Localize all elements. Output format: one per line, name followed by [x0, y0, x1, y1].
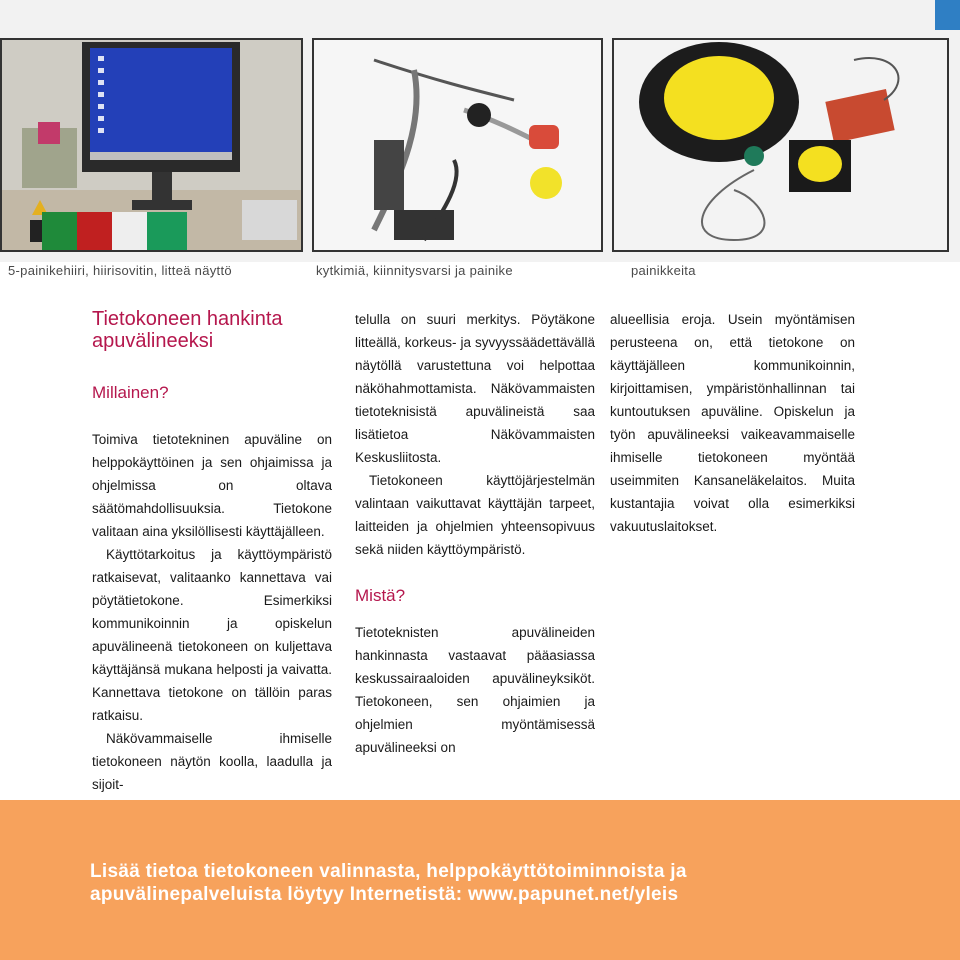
- subtitle-mista: Mistä?: [355, 586, 406, 605]
- footer-line-1: Lisää tietoa tietokoneen valinnasta, helppokäyttötoiminnoista ja: [90, 861, 687, 882]
- caption-photo2: kytkimiä, kiinnitysvarsi ja painike: [316, 263, 513, 278]
- caption-photo1: 5-painikehiiri, hiirisovitin, litteä näyttö: [8, 263, 232, 278]
- col3-paragraph-1: alueellisia eroja. Usein myöntämisen perusteena on, että tietokone on käyttäjälleen kommunikoinnin, kirjoittamisen, ympäristönhallinnan tai kuntoutuksen apuväline. Opiskelun ja työn apuvälineeksi vaikeavammaiselle ihmiselle tietokoneen myöntää useimmiten Kansaneläkelaitos. Muita kustantajia voivat olla esimerkiksi vakuutuslaitokset.: [610, 312, 855, 534]
- column-2: [355, 308, 595, 759]
- col2-paragraph-1: telulla on suuri merkitys. Pöytäkone litteällä, korkeus- ja syvyyssäädettävällä näytöllä varustettuna voi helpottaa näköhahmottamista. Näkövammaisten tietoteknisistä apuvälineistä saa lisätietoa Näkövammaisten Keskusliitosta.: [355, 312, 595, 465]
- column-1: [92, 308, 332, 796]
- page-title-line-2: apuvälineeksi: [92, 330, 214, 352]
- page-title: [92, 308, 332, 352]
- footer-text: [90, 860, 890, 906]
- column-3: [610, 308, 855, 538]
- col1-paragraph-2: Käyttötarkoitus ja käyttöympäristö ratkaisevat, valitaanko kannettava vai pöytätietokone. Esimerkiksi kommunikoinnin ja opiskelun apuvälineenä tietokoneen on kuljettava käyttäjänsä mukana helposti ja vaivatta. Kannettava tietokone on tällöin paras ratkaisu.: [92, 547, 332, 723]
- photo-computer-setup: [0, 38, 303, 252]
- photo-buttons: [612, 38, 949, 252]
- photo-switches-arm: [312, 38, 603, 252]
- col2-paragraph-3: Tietoteknisten apuvälineiden hankinnasta vastaavat pääasiassa keskussairaaloiden apuvälineyksiköt. Tietokoneen, sen ohjaimien ja ohjelmien myöntämisessä apuvälineeksi on: [355, 625, 595, 755]
- footer-band: [0, 800, 960, 960]
- corner-tab: [935, 0, 960, 30]
- caption-photo3: painikkeita: [631, 263, 696, 278]
- footer-line-2: apuvälinepalveluista löytyy Internetistä: www.papunet.net/yleis: [90, 884, 679, 905]
- subtitle-millainen: Millainen?: [92, 383, 169, 402]
- page-title-line-1: Tietokoneen hankinta: [92, 308, 283, 330]
- col1-paragraph-3: Näkövammaiselle ihmiselle tietokoneen näytön koolla, laadulla ja sijoit-: [92, 731, 332, 792]
- col2-paragraph-2: Tietokoneen käyttöjärjestelmän valintaan vaikuttavat käyttäjän tarpeet, laitteiden ja ohjelmien yhteensopivuus sekä niiden käyttöympäristö.: [355, 473, 595, 557]
- col1-paragraph-1: Toimiva tietotekninen apuväline on helppokäyttöinen ja sen ohjaimissa ja ohjelmissa on oltava säätömahdollisuuksia. Tietokone valitaan aina yksilöllisesti käyttäjälleen.: [92, 432, 332, 539]
